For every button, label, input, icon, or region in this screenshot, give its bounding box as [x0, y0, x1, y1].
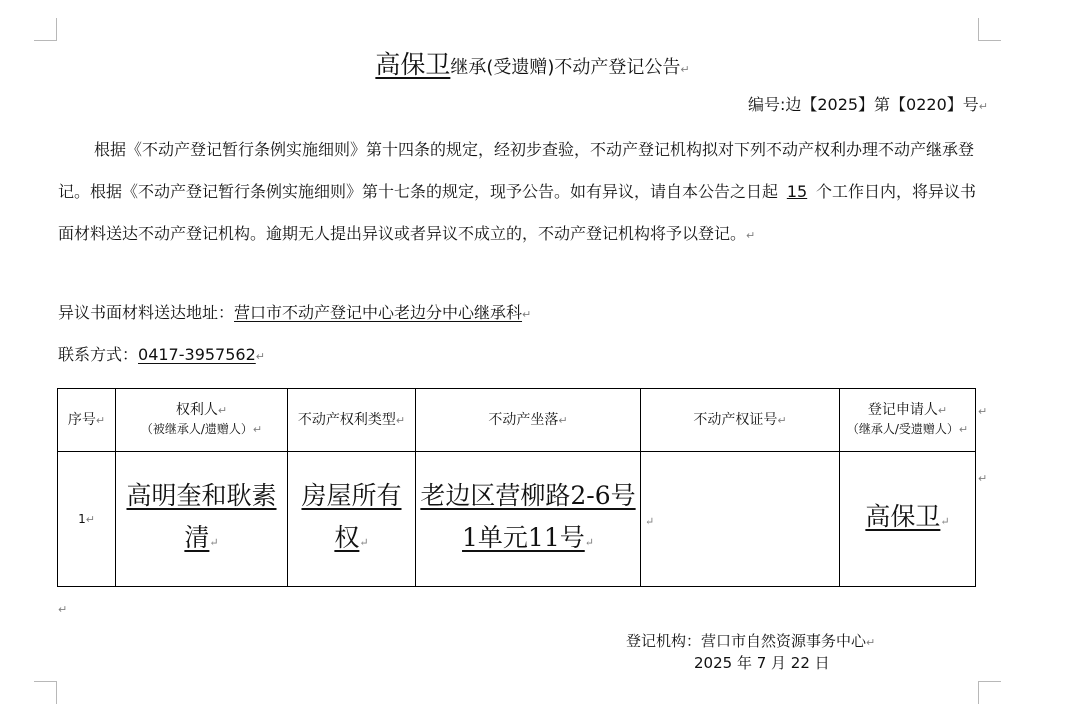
objection-days: 15 — [786, 182, 808, 201]
authority-text: 登记机构：营口市自然资源事务中心 — [626, 632, 867, 650]
paragraph-mark: ↵ — [746, 229, 756, 242]
header-holder-sub: （被继承人/遗赠人）↵ — [140, 422, 263, 436]
paragraph-mark: ↵ — [866, 636, 876, 649]
notice-title — [0, 45, 1065, 81]
paragraph-mark: ↵ — [255, 350, 265, 363]
cell-right-type: 房屋所有权↵ — [288, 452, 416, 587]
margin-corner-top-right — [978, 18, 1001, 41]
body-part-2: 个工作日内，将异议书面材料送达不动产登记机构。逾期无人提出异议或者异议不成立的，不动产登记机构将予以登记。 — [58, 182, 977, 243]
cell-cert-no: ↵ — [641, 452, 840, 587]
contact-label: 联系方式： — [58, 345, 139, 364]
margin-corner-bottom-right — [978, 681, 1001, 704]
header-location: 不动产坐落↵ — [416, 389, 641, 452]
header-cert-no: 不动产权证号↵ — [641, 389, 840, 452]
table-header-row — [58, 389, 976, 452]
header-seq: 序号↵ — [58, 389, 116, 452]
header-right-type: 不动产权利类型↵ — [288, 389, 416, 452]
contact-phone: 0417-3957562 — [138, 345, 256, 364]
table-row — [58, 452, 976, 587]
objection-address — [58, 300, 531, 323]
cell-seq: 1↵ — [58, 452, 116, 587]
header-holder: 权利人↵ （被继承人/遗赠人）↵ — [116, 389, 288, 452]
title-rest: 继承(受遗赠)不动产登记公告 — [450, 57, 681, 78]
address-label: 异议书面材料送达地址： — [58, 303, 235, 322]
margin-corner-bottom-left — [34, 681, 57, 704]
notice-body — [58, 129, 980, 257]
empty-paragraph-mark: ↵ — [58, 603, 68, 616]
title-name: 高保卫 — [375, 50, 451, 79]
row-end-mark: ↵ — [978, 472, 988, 485]
margin-corner-top-left — [34, 18, 57, 41]
row-end-mark: ↵ — [978, 405, 988, 418]
header-applicant: 登记申请人↵ （继承人/受遗赠人）↵ — [840, 389, 976, 452]
registration-authority — [626, 630, 875, 651]
body-part-1: 根据《不动产登记暂行条例实施细则》第十四条的规定，经初步查验，不动产登记机构拟对下列不动产权利办理不动产继承登记。根据《不动产登记暂行条例实施细则》第十七条的规定，现予公告。如有异议，请自本公告之日起 — [58, 140, 975, 201]
address-value: 营口市不动产登记中心老边分中心继承科 — [234, 303, 523, 322]
paragraph-mark: ↵ — [680, 63, 690, 76]
paragraph-mark: ↵ — [522, 308, 532, 321]
header-applicant-sub: （继承人/受遗赠人）↵ — [846, 422, 969, 436]
cell-holder: 高明奎和耿素清↵ — [116, 452, 288, 587]
document-number — [748, 92, 988, 115]
registration-table — [57, 388, 976, 587]
document-number-text: 编号:边【2025】第【0220】号 — [747, 95, 979, 114]
cell-applicant: 高保卫↵ — [840, 452, 976, 587]
cell-location: 老边区营柳路2-6号1单元11号↵ — [416, 452, 641, 587]
contact-info — [58, 342, 265, 365]
paragraph-mark: ↵ — [978, 100, 988, 113]
notice-date: 2025 年 7 月 22 日 — [694, 654, 830, 672]
